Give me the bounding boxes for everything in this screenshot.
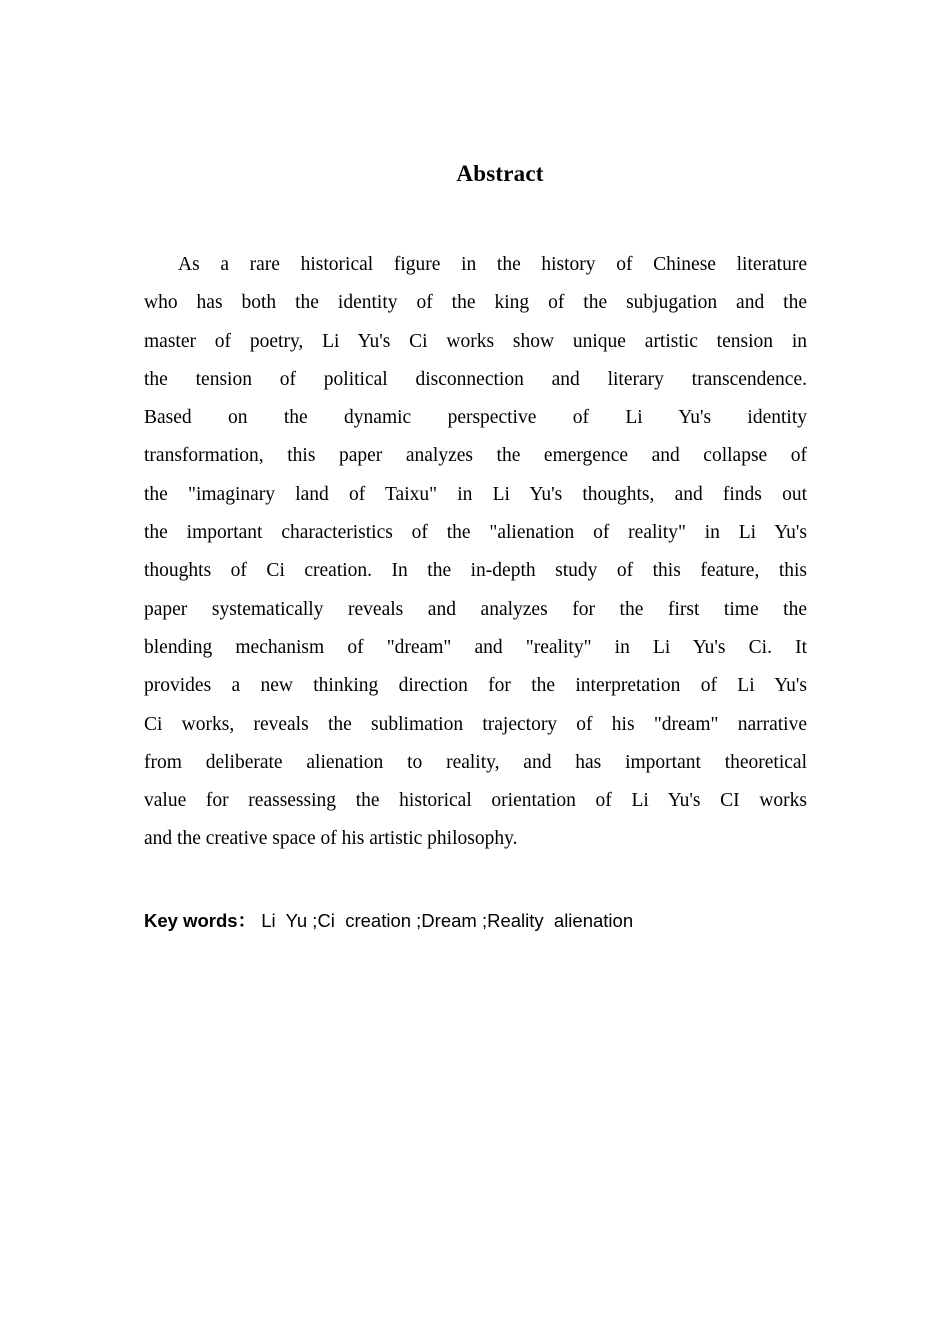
abstract-line: value for reassessing the historical orientation of Li Yu's CI works: [144, 790, 807, 812]
abstract-line: Ci works, reveals the sublimation trajectory of his "dream" narrative: [144, 713, 807, 735]
abstract-line: Based on the dynamic perspective of Li Yu's identity: [144, 407, 807, 429]
abstract-line: the "imaginary land of Taixu" in Li Yu's thoughts, and finds out: [144, 483, 807, 505]
abstract-line: As a rare historical figure in the history of Chinese literature: [178, 254, 807, 275]
keywords-separator: ：: [237, 910, 257, 931]
abstract-line: from deliberate alienation to reality, and has important theoretical: [144, 751, 807, 773]
abstract-paragraph: [144, 246, 807, 859]
abstract-line: master of poetry, Li Yu's Ci works show unique artistic tension in: [144, 330, 807, 352]
keywords-values: Li Yu ;Ci creation ;Dream ;Reality alienation: [256, 910, 634, 931]
abstract-line: thoughts of Ci creation. In the in-depth study of this feature, this: [144, 560, 807, 582]
abstract-line: blending mechanism of "dream" and "reality" in Li Yu's Ci. It: [144, 636, 807, 658]
abstract-line: the tension of political disconnection and literary transcendence.: [144, 368, 807, 390]
abstract-line: paper systematically reveals and analyzes for the first time the: [144, 598, 807, 620]
keywords-label: Key words: [144, 910, 238, 931]
page-title: Abstract: [456, 161, 544, 186]
abstract-line: who has both the identity of the king of the subjugation and the: [144, 292, 807, 314]
abstract-line: transformation, this paper analyzes the emergence and collapse of: [144, 445, 807, 467]
keywords-line: [144, 906, 824, 936]
abstract-line: the important characteristics of the "alienation of reality" in Li Yu's: [144, 522, 807, 544]
abstract-line: provides a new thinking direction for the interpretation of Li Yu's: [144, 675, 807, 697]
abstract-line: and the creative space of his artistic philosophy.: [144, 828, 518, 850]
